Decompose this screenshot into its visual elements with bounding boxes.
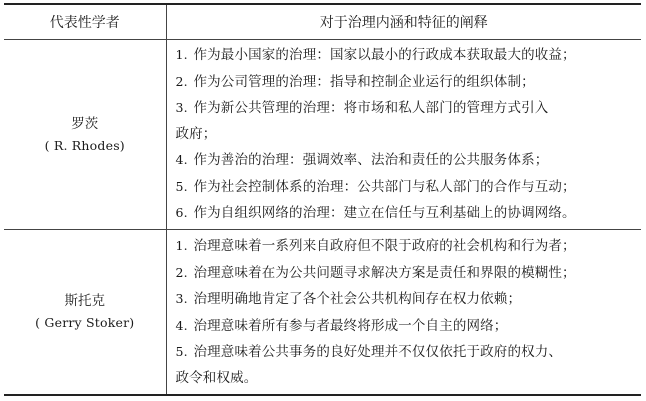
interpretation-cell-rhodes (166, 40, 641, 230)
header-row (4, 5, 641, 40)
list-item: 3. 作为新公共管理的治理：将市场和私人部门的管理方式引入 (175, 100, 549, 117)
scholar-name-cn: 斯托克 (64, 293, 105, 309)
list-item-continuation: 政府； (175, 125, 217, 142)
table-row-stoker (4, 230, 641, 395)
header-interpretation: 对于治理内涵和特征的阐释 (166, 5, 641, 40)
header-scholar: 代表性学者 (4, 5, 166, 40)
list-item: 4. 治理意味着所有参与者最终将形成一个自主的网络； (175, 317, 508, 334)
list-item: 2. 治理意味着在为公共问题寻求解决方案是责任和界限的模糊性； (175, 264, 576, 281)
list-item: 3. 治理明确地肯定了各个社会公共机构间存在权力依赖； (175, 291, 522, 307)
list-item: 5. 治理意味着公共事务的良好处理并不仅仅依托于政府的权力、 (175, 344, 563, 360)
list-item-continuation: 政令和权威。 (175, 369, 258, 386)
scholar-name-cn: 罗茨 (71, 115, 99, 132)
scholar-cell-rhodes (4, 40, 166, 230)
list-item: 6. 作为自组织网络的治理：建立在信任与互利基础上的协调网络。 (175, 205, 576, 222)
list-item: 4. 作为善治的治理：强调效率、法治和责任的公共服务体系； (175, 152, 549, 169)
list-item: 1. 作为最小国家的治理：国家以最小的行政成本获取最大的收益； (175, 47, 576, 64)
table-row-rhodes (4, 40, 641, 230)
scholar-name-en: ( Gerry Stoker) (35, 315, 135, 330)
governance-table-grid (4, 5, 641, 394)
list-item: 1. 治理意味着一系列来自政府但不限于政府的社会机构和行为者； (175, 238, 576, 254)
interpretation-cell-stoker (166, 230, 641, 395)
scholar-name-en: ( R. Rhodes) (44, 137, 125, 153)
governance-table (4, 3, 641, 396)
list-item: 2. 作为公司管理的治理：指导和控制企业运行的组织体制； (175, 73, 535, 90)
scholar-cell-stoker (4, 230, 166, 395)
list-item: 5. 作为社会控制体系的治理：公共部门与私人部门的合作与互动； (175, 178, 576, 195)
